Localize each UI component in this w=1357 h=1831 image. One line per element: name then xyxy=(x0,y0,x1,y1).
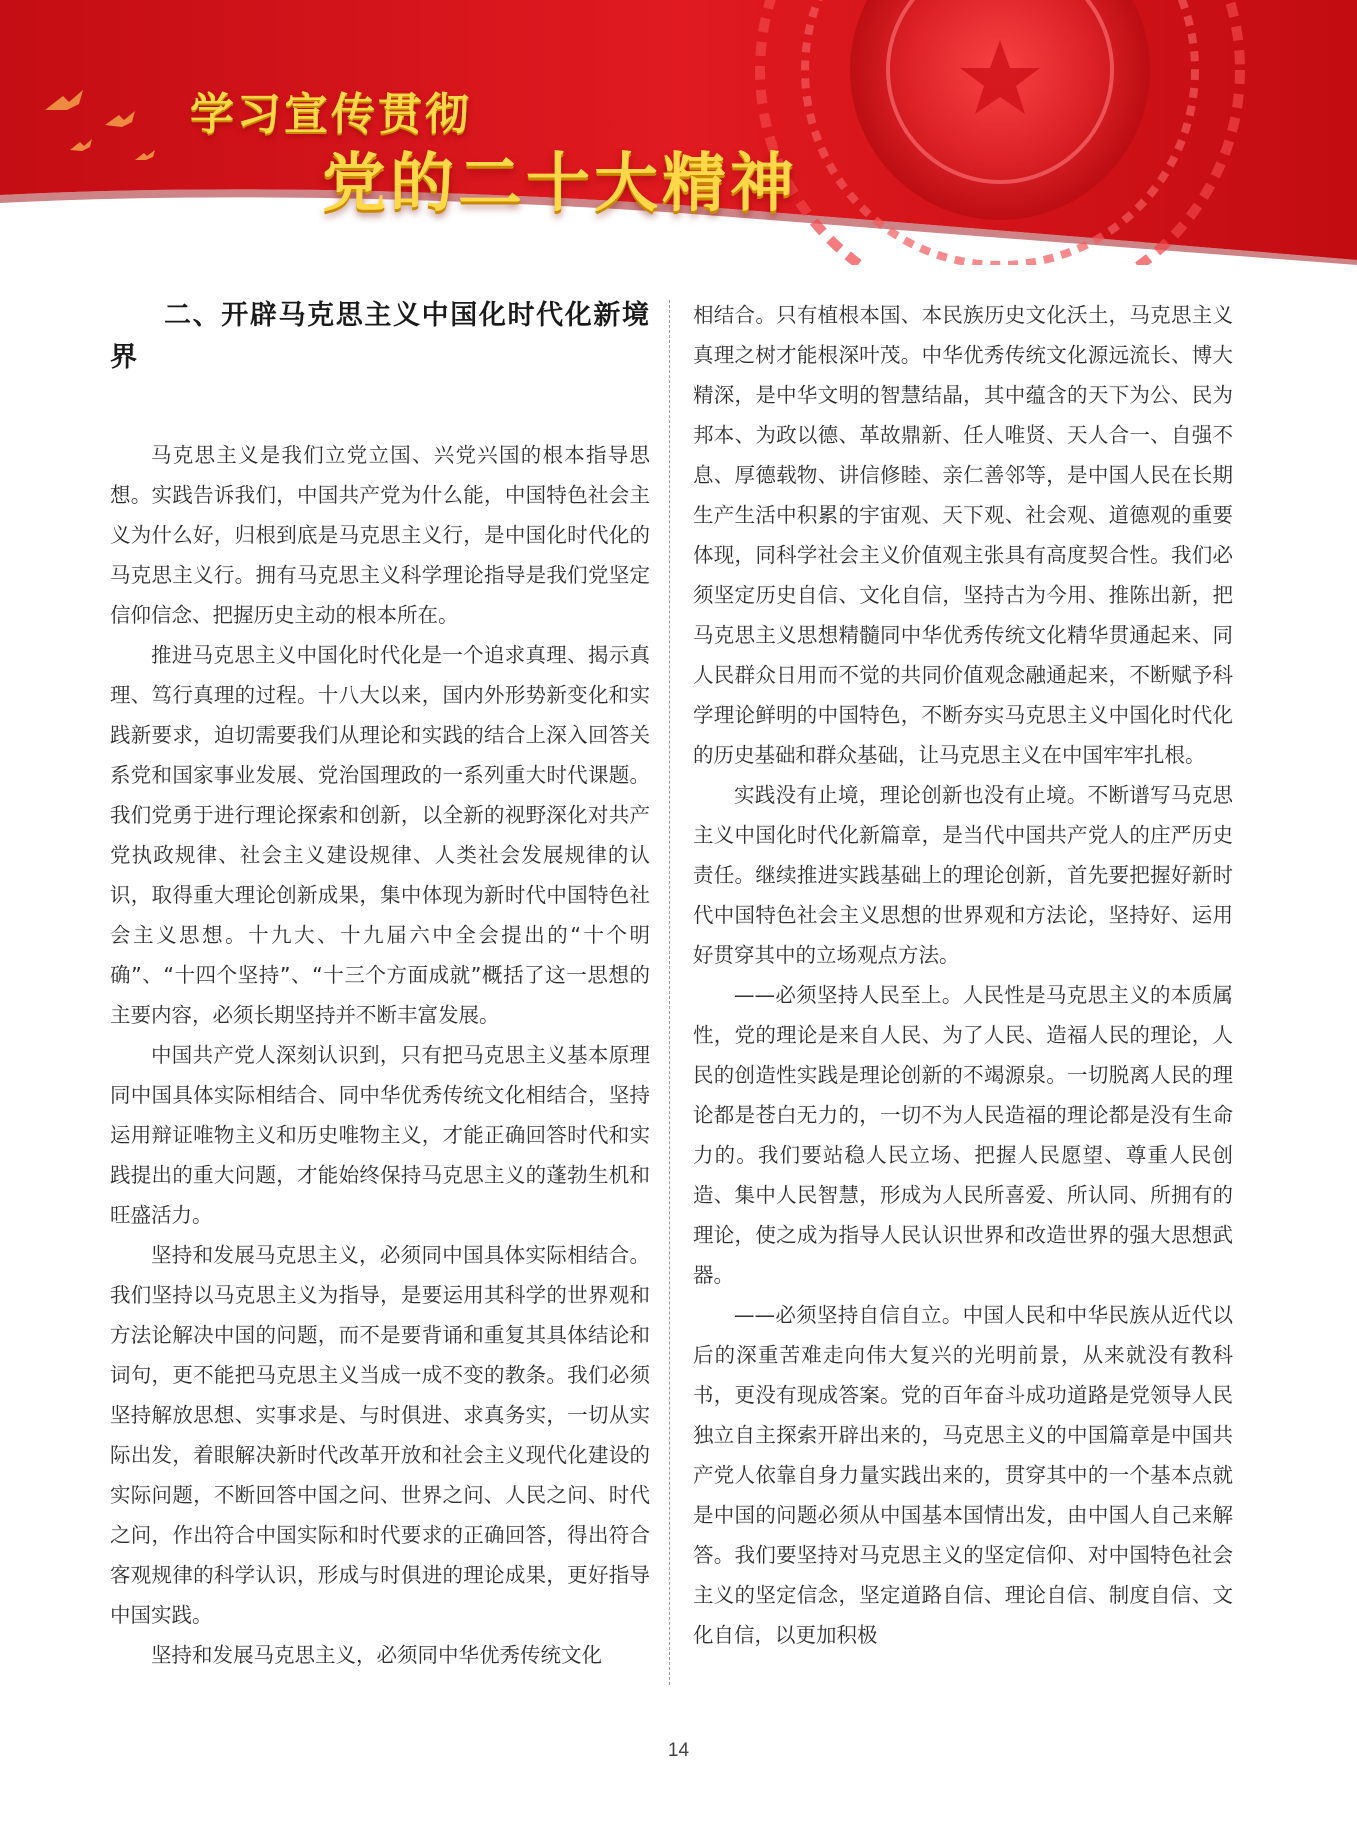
paragraph: 推进马克思主义中国化时代化是一个追求真理、揭示真理、笃行真理的过程。十八大以来，国内外形势新变化和实践新要求，迫切需要我们从理论和实践的结合上深入回答关系党和国家事业发展、党治国理政的一系列重大时代课题。我们党勇于进行理论探索和创新，以全新的视野深化对共产党执政规律、社会主义建设规律、人类社会发展规律的认识，取得重大理论创新成果，集中体现为新时代中国特色社会主义思想。十九大、十九届六中全会提出的“十个明确”、“十四个坚持”、“十三个方面成就”概括了这一思想的主要内容，必须长期坚持并不断丰富发展。 xyxy=(110,643,650,1027)
paragraph-continuation: 相结合。只有植根本国、本民族历史文化沃土，马克思主义真理之树才能根深叶茂。中华优秀传统文化源远流长、博大精深，是中华文明的智慧结晶，其中蕴含的天下为公、民为邦本、为政以德、革故鼎新、任人唯贤、天人合一、自强不息、厚德载物、讲信修睦、亲仁善邻等，是中国人民在长期生产生活中积累的宇宙观、天下观、社会观、道德观的重要体现，同科学社会主义价值观主张具有高度契合性。我们必须坚定历史自信、文化自信，坚持古为今用、推陈出新，把马克思主义思想精髓同中华优秀传统文化精华贯通起来、同人民群众日用而不觉的共同价值观念融通起来，不断赋予科学理论鲜明的中国特色，不断夯实马克思主义中国化时代化的历史基础和群众基础，让马克思主义在中国牢牢扎根。 xyxy=(693,303,1233,767)
banner-title-line1: 学习宣传贯彻 xyxy=(190,89,472,140)
paragraph: ——必须坚持自信自立。中国人民和中华民族从近代以后的深重苦难走向伟大复兴的光明前景，从来就没有教科书，更没有现成答案。党的百年奋斗成功道路是党领导人民独立自主探索开辟出来的，马克思主义的中国篇章是中国共产党人依靠自身力量实践出来的，贯穿其中的一个基本点就是中国的问题必须从中国基本国情出发，由中国人自己来解答。我们要坚持对马克思主义的坚定信仰、对中国特色社会主义的坚定信念，坚定道路自信、理论自信、制度自信、文化自信，以更加积极 xyxy=(693,1303,1233,1647)
section-title: 二、开辟马克思主义中国化时代化新境界 xyxy=(110,300,650,373)
paragraph: 坚持和发展马克思主义，必须同中华优秀传统文化 xyxy=(151,1643,602,1667)
header-banner xyxy=(0,0,1357,265)
right-column xyxy=(693,295,1233,1655)
paragraph: 中国共产党人深刻认识到，只有把马克思主义基本原理同中国具体实际相结合、同中华优秀传统文化相结合，坚持运用辩证唯物主义和历史唯物主义，才能正确回答时代和实践提出的重大问题，才能始终保持马克思主义的蓬勃生机和旺盛活力。 xyxy=(110,1043,650,1227)
left-column xyxy=(110,295,650,1675)
column-divider xyxy=(669,300,670,1685)
paragraph: 坚持和发展马克思主义，必须同中国具体实际相结合。我们坚持以马克思主义为指导，是要运用其科学的世界观和方法论解决中国的问题，而不是要背诵和重复其具体结论和词句，更不能把马克思主义当成一成不变的教条。我们必须坚持解放思想、实事求是、与时俱进、求真务实，一切从实际出发，着眼解决新时代改革开放和社会主义现代化建设的实际问题，不断回答中国之问、世界之问、人民之问、时代之问，作出符合中国实际和时代要求的正确回答，得出符合客观规律的科学认识，形成与时俱进的理论成果，更好指导中国实践。 xyxy=(110,1243,650,1627)
paragraph: ——必须坚持人民至上。人民性是马克思主义的本质属性，党的理论是来自人民、为了人民、造福人民的理论，人民的创造性实践是理论创新的不竭源泉。一切脱离人民的理论都是苍白无力的，一切不为人民造福的理论都是没有生命力的。我们要站稳人民立场、把握人民愿望、尊重人民创造、集中人民智慧，形成为人民所喜爱、所认同、所拥有的理论，使之成为指导人民认识世界和改造世界的强大思想武器。 xyxy=(693,983,1233,1287)
page-number: 14 xyxy=(667,1740,690,1761)
paragraph: 实践没有止境，理论创新也没有止境。不断谱写马克思主义中国化时代化新篇章，是当代中国共产党人的庄严历史责任。继续推进实践基础上的理论创新，首先要把握好新时代中国特色社会主义思想的世界观和方法论，坚持好、运用好贯穿其中的立场观点方法。 xyxy=(693,783,1233,967)
banner-title-line2: 党的二十大精神 xyxy=(322,147,798,221)
paragraph: 马克思主义是我们立党立国、兴党兴国的根本指导思想。实践告诉我们，中国共产党为什么能，中国特色社会主义为什么好，归根到底是马克思主义行，是中国化时代化的马克思主义行。拥有马克思主义科学理论指导是我们党坚定信仰信念、把握历史主动的根本所在。 xyxy=(110,443,650,627)
